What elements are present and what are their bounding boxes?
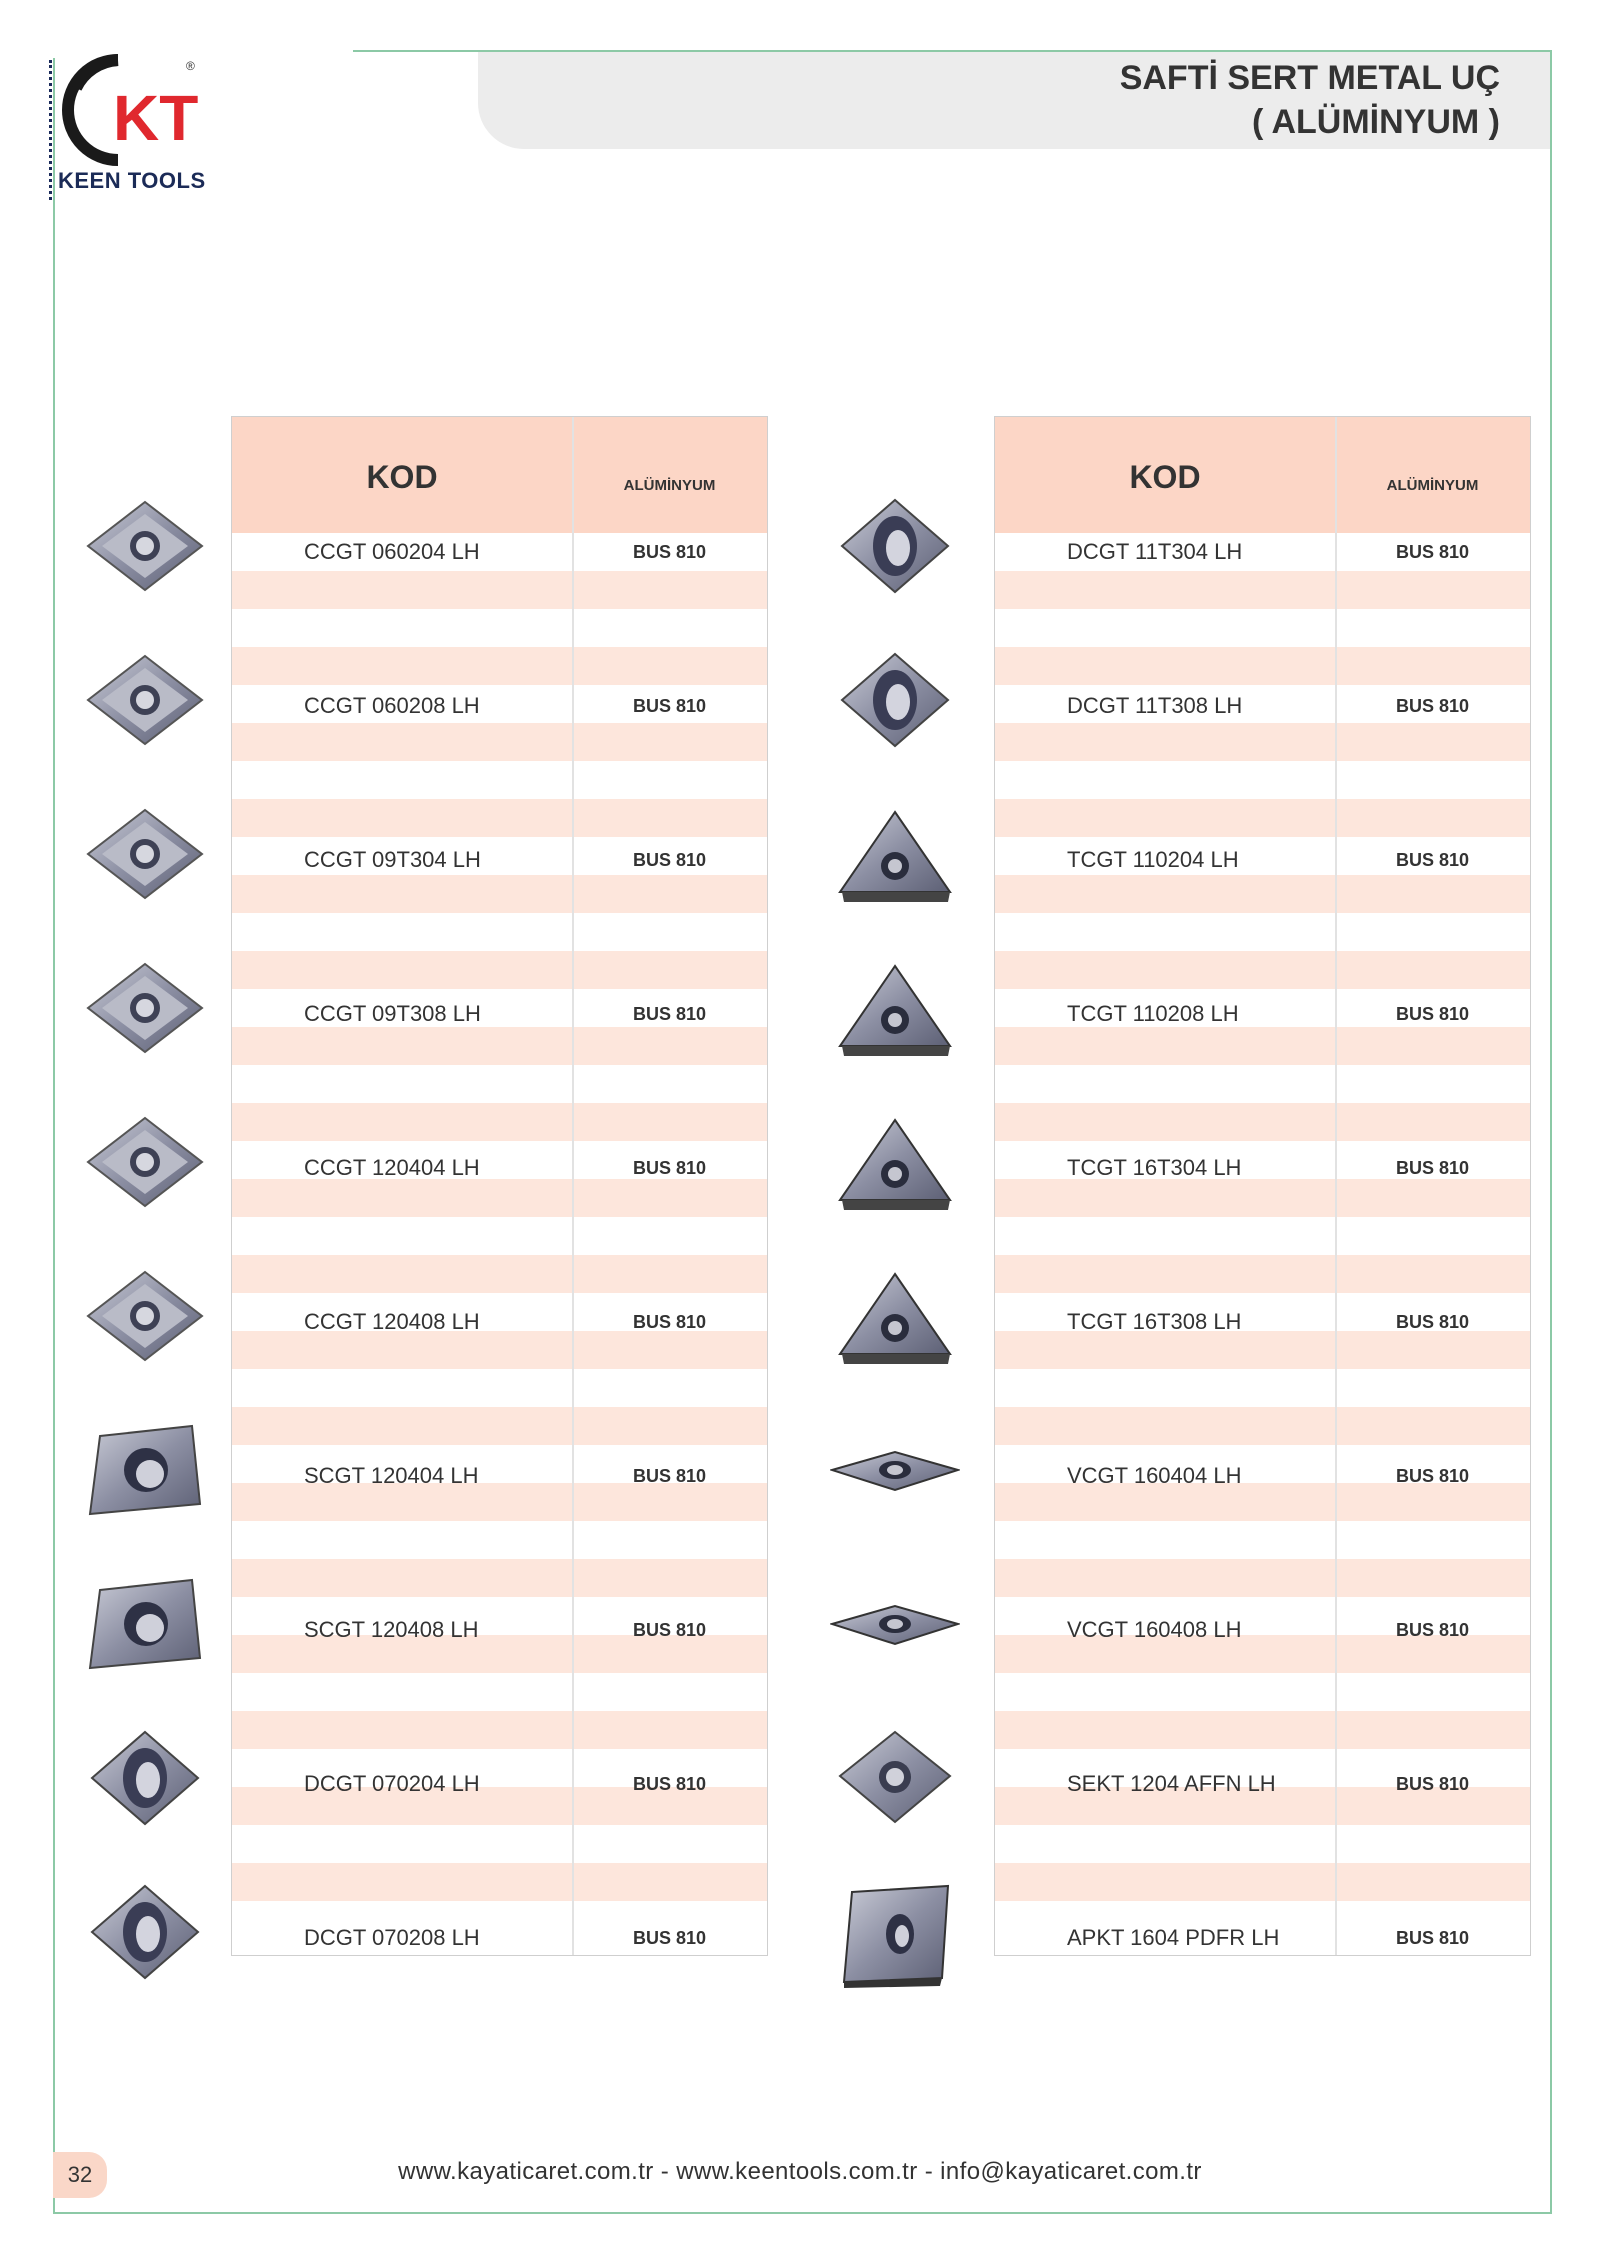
header-code: KOD bbox=[366, 458, 438, 495]
product-code: SEKT 1204 AFFN LH bbox=[1067, 1771, 1276, 1796]
product-material: BUS 810 bbox=[632, 1004, 707, 1024]
table-stripe bbox=[232, 1217, 767, 1255]
table-stripe bbox=[232, 1711, 767, 1749]
dcgt-insert-icon bbox=[830, 648, 960, 758]
table-stripe bbox=[995, 571, 1530, 609]
table-stripe bbox=[995, 1863, 1530, 1901]
header-material: ALÜMİNYUM bbox=[623, 476, 716, 494]
table-header bbox=[995, 417, 1530, 533]
product-code: VCGT 160404 LH bbox=[1067, 1463, 1242, 1488]
table-stripe bbox=[232, 1369, 767, 1407]
sekt-insert-icon bbox=[830, 1726, 960, 1836]
product-code: VCGT 160408 LH bbox=[1067, 1617, 1242, 1642]
table-stripe bbox=[995, 647, 1530, 685]
dcgt-insert-icon bbox=[830, 494, 960, 604]
table-stripe bbox=[995, 1331, 1530, 1369]
product-material: BUS 810 bbox=[632, 1928, 707, 1948]
product-material: BUS 810 bbox=[1395, 1466, 1470, 1486]
ccgt-insert-icon bbox=[80, 648, 210, 758]
product-code: DCGT 070204 LH bbox=[304, 1771, 480, 1796]
table-header bbox=[232, 417, 767, 533]
footer-contact: www.kayaticaret.com.tr - www.keentools.com.tr - info@kayaticaret.com.tr bbox=[398, 2158, 1202, 2185]
table-stripe bbox=[232, 1331, 767, 1369]
logo-brand: KEEN TOOLS bbox=[58, 168, 206, 193]
product-code: TCGT 16T304 LH bbox=[1067, 1155, 1242, 1180]
ccgt-insert-icon bbox=[80, 802, 210, 912]
tcgt-insert-icon bbox=[830, 1264, 960, 1374]
scgt-insert-icon bbox=[80, 1572, 210, 1682]
product-material: BUS 810 bbox=[632, 1312, 707, 1332]
table-stripe bbox=[995, 1027, 1530, 1065]
header-material: ALÜMİNYUM bbox=[1386, 476, 1479, 494]
table-stripe bbox=[232, 1179, 767, 1217]
dcgt-insert-icon bbox=[80, 1726, 210, 1836]
product-material: BUS 810 bbox=[632, 1158, 707, 1178]
product-code: CCGT 120408 LH bbox=[304, 1309, 480, 1334]
scgt-insert-icon bbox=[80, 1418, 210, 1528]
vcgt-insert-icon bbox=[830, 1418, 960, 1528]
product-code: TCGT 110204 LH bbox=[1067, 847, 1239, 872]
product-code: CCGT 060204 LH bbox=[304, 539, 480, 564]
table-stripe bbox=[995, 1179, 1530, 1217]
product-material: BUS 810 bbox=[1395, 1004, 1470, 1024]
table-stripe bbox=[995, 1255, 1530, 1293]
table-stripe bbox=[232, 1065, 767, 1103]
table-stripe bbox=[232, 951, 767, 989]
table-stripe bbox=[232, 1255, 767, 1293]
table-stripe bbox=[995, 1559, 1530, 1597]
column-divider bbox=[1335, 417, 1337, 1955]
table-stripe bbox=[232, 609, 767, 647]
product-code: TCGT 110208 LH bbox=[1067, 1001, 1239, 1026]
product-material: BUS 810 bbox=[632, 1774, 707, 1794]
table-stripe bbox=[232, 571, 767, 609]
table-stripe bbox=[995, 761, 1530, 799]
product-material: BUS 810 bbox=[1395, 1774, 1470, 1794]
table-stripe bbox=[232, 913, 767, 951]
header-code: KOD bbox=[1129, 458, 1201, 495]
table-stripe bbox=[232, 799, 767, 837]
ccgt-insert-icon bbox=[80, 956, 210, 1066]
table-stripe bbox=[232, 1521, 767, 1559]
product-material: BUS 810 bbox=[632, 1466, 707, 1486]
table-stripe bbox=[995, 1369, 1530, 1407]
table-stripe bbox=[232, 1103, 767, 1141]
page-number: 32 bbox=[53, 2152, 107, 2198]
product-material: BUS 810 bbox=[1395, 1928, 1470, 1948]
table-stripe bbox=[995, 1673, 1530, 1711]
table-stripe bbox=[995, 1065, 1530, 1103]
table-stripe bbox=[232, 723, 767, 761]
apkt-insert-icon bbox=[830, 1880, 960, 1990]
registered-mark: ® bbox=[186, 59, 195, 73]
product-code: DCGT 070208 LH bbox=[304, 1925, 480, 1950]
product-code: DCGT 11T308 LH bbox=[1067, 693, 1243, 718]
table-stripe bbox=[995, 1103, 1530, 1141]
tcgt-insert-icon bbox=[830, 956, 960, 1066]
table-stripe bbox=[995, 609, 1530, 647]
table-stripe bbox=[232, 1407, 767, 1445]
product-code: CCGT 09T308 LH bbox=[304, 1001, 481, 1026]
table-stripe bbox=[995, 799, 1530, 837]
product-material: BUS 810 bbox=[632, 542, 707, 562]
product-code: CCGT 09T304 LH bbox=[304, 847, 481, 872]
product-material: BUS 810 bbox=[632, 850, 707, 870]
product-code: CCGT 120404 LH bbox=[304, 1155, 480, 1180]
page-title bbox=[1120, 56, 1500, 144]
table-stripe bbox=[995, 951, 1530, 989]
product-table-2 bbox=[994, 416, 1531, 1956]
ccgt-insert-icon bbox=[80, 1264, 210, 1374]
product-code: SCGT 120408 LH bbox=[304, 1617, 479, 1642]
table-stripe bbox=[232, 1027, 767, 1065]
tcgt-insert-icon bbox=[830, 1110, 960, 1220]
product-material: BUS 810 bbox=[1395, 696, 1470, 716]
table-stripe bbox=[232, 1863, 767, 1901]
table-stripe bbox=[995, 1217, 1530, 1255]
table-stripe bbox=[995, 875, 1530, 913]
product-code: APKT 1604 PDFR LH bbox=[1067, 1925, 1280, 1950]
product-material: BUS 810 bbox=[632, 1620, 707, 1640]
table-stripe bbox=[995, 1711, 1530, 1749]
dcgt-insert-icon bbox=[80, 1880, 210, 1990]
product-material: BUS 810 bbox=[632, 696, 707, 716]
table-stripe bbox=[232, 647, 767, 685]
table-stripe bbox=[232, 1673, 767, 1711]
product-code: DCGT 11T304 LH bbox=[1067, 539, 1243, 564]
title-line-2: ( ALÜMİNYUM ) bbox=[1251, 103, 1500, 141]
product-code: CCGT 060208 LH bbox=[304, 693, 480, 718]
product-code: SCGT 120404 LH bbox=[304, 1463, 479, 1488]
column-divider bbox=[572, 417, 574, 1955]
table-stripe bbox=[995, 1825, 1530, 1863]
table-stripe bbox=[232, 875, 767, 913]
tcgt-insert-icon bbox=[830, 802, 960, 912]
table-stripe bbox=[995, 1407, 1530, 1445]
ccgt-insert-icon bbox=[80, 1110, 210, 1220]
product-code: TCGT 16T308 LH bbox=[1067, 1309, 1242, 1334]
product-material: BUS 810 bbox=[1395, 1620, 1470, 1640]
title-line-1: SAFTİ SERT METAL UÇ bbox=[1119, 59, 1500, 97]
product-material: BUS 810 bbox=[1395, 850, 1470, 870]
table-stripe bbox=[232, 1825, 767, 1863]
product-table-1 bbox=[231, 416, 768, 1956]
product-material: BUS 810 bbox=[1395, 1312, 1470, 1332]
logo-letters: KT bbox=[113, 82, 199, 154]
table-stripe bbox=[232, 1559, 767, 1597]
ccgt-insert-icon bbox=[80, 494, 210, 604]
table-stripe bbox=[995, 1521, 1530, 1559]
table-stripe bbox=[995, 723, 1530, 761]
product-material: BUS 810 bbox=[1395, 1158, 1470, 1178]
table-stripe bbox=[232, 761, 767, 799]
vcgt-insert-icon bbox=[830, 1572, 960, 1682]
product-material: BUS 810 bbox=[1395, 542, 1470, 562]
table-stripe bbox=[995, 913, 1530, 951]
